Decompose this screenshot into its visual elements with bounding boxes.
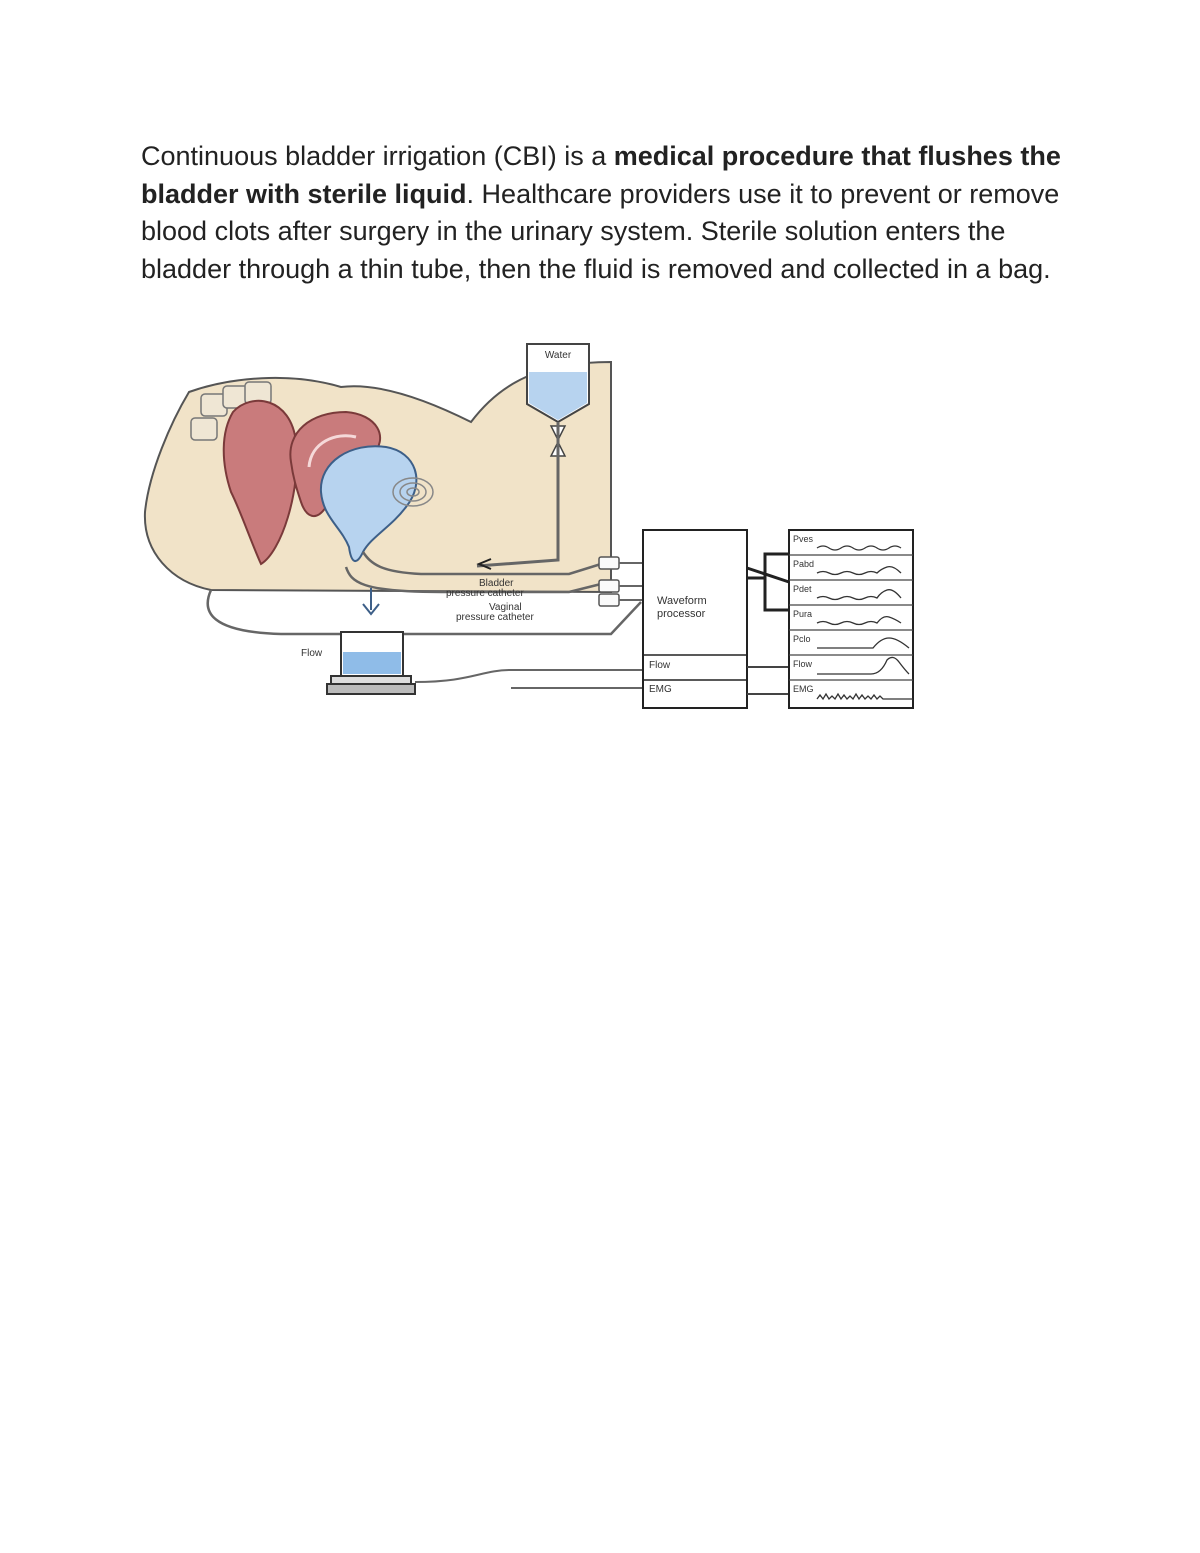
trace-label-pabd: Pabd (793, 559, 815, 569)
urodynamics-diagram (141, 342, 915, 710)
trace-panel (789, 530, 913, 708)
vaginal-catheter-label-2: pressure catheter (456, 612, 534, 623)
processor-emg-label: EMG (649, 684, 672, 695)
waveform-processor-box (643, 530, 747, 708)
trace-label-pclo: Pclo (793, 634, 811, 644)
intro-text-end: . Healthcare providers use it to prevent or remove blood clots after surgery in the urinary system. Sterile solution enters the bladder through a thin tube, then the fluid is removed and collected in a bag. (141, 178, 1060, 284)
intro-paragraph (141, 138, 1081, 288)
trace-label-emg: EMG (793, 684, 814, 694)
processor-label-1: Waveform (657, 595, 707, 607)
processor-flow-label: Flow (649, 660, 671, 671)
bladder-catheter-label-1: Bladder (479, 578, 514, 589)
intro-text-start: Continuous bladder irrigation (CBI) is a (141, 141, 614, 171)
water-label: Water (544, 350, 572, 361)
trace-label-pura: Pura (793, 609, 813, 619)
catheter-connectors (599, 557, 619, 606)
intro-bold-phrase: medical procedure that flushes the bladder with sterile liquid (141, 141, 1061, 209)
trace-label-pves: Pves (793, 534, 814, 544)
bladder-catheter-label-2: pressure catheter (446, 588, 524, 599)
vaginal-catheter-label-1: Vaginal (489, 602, 522, 613)
processor-label-2: processor (657, 608, 706, 620)
flow-label: Flow (301, 648, 323, 659)
trace-label-pdet: Pdet (793, 584, 812, 594)
trace-label-flow: Flow (793, 659, 813, 669)
flow-meter-icon (327, 632, 415, 694)
